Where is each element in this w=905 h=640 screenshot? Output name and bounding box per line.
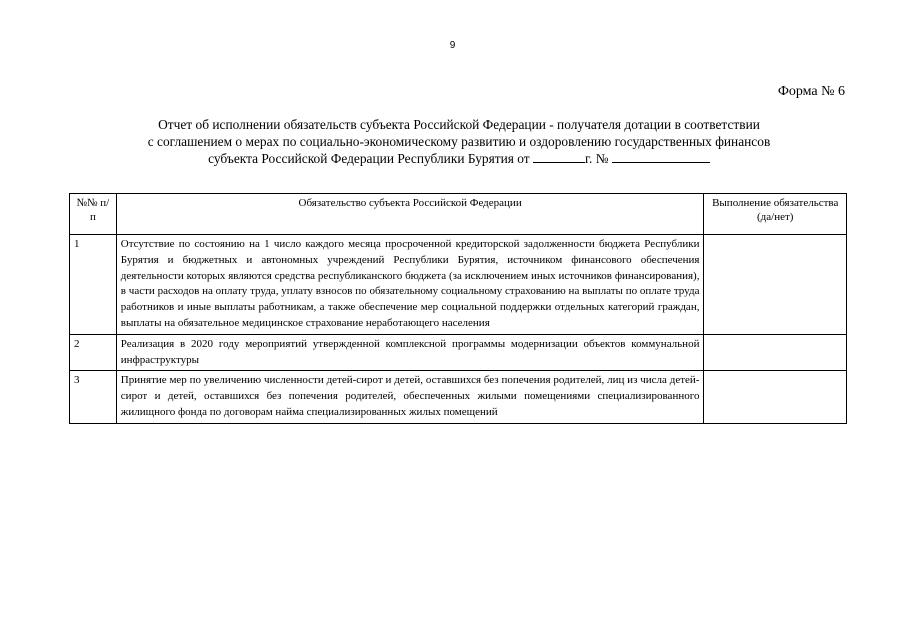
row-number: 3: [70, 371, 117, 423]
row-execution-cell[interactable]: [704, 334, 847, 371]
title-line-2: с соглашением о мерах по социально-экономическому развитию и оздоровлению государственных финансов: [147, 134, 771, 149]
header-execution: Выполнение обязательства (да/нет): [704, 194, 847, 235]
table-row: [70, 235, 847, 335]
row-obligation: Принятие мер по увеличению численности детей-сирот и детей, оставшихся без попечения родителей, лиц из числа детей-сирот и детей, оставшихся без попечения родителей, обеспеченных жилыми помещениями специализированного жилищного фонда по договорам найма специализированных жилых помещений: [116, 371, 704, 423]
header-obligation: Обязательство субъекта Российской Федерации: [116, 194, 704, 235]
row-obligation: Отсутствие по состоянию на 1 число каждого месяца просроченной кредиторской задолженности бюджета Республики Бурятия и бюджетных и автономных учреждений Республики Бурятия, источником финансового обеспечения деятельности которых являются средства республиканского бюджета (за исключением иных источников финансирования), в части расходов на оплату труда, уплату взносов по обязательному социальному страхованию на выплаты по оплате труда работников и иные выплаты работникам, а также обеспечение мер социальной поддержки отдельных категорий граждан, выплаты на обязательное медицинское страхование неработающего населения: [116, 235, 704, 335]
row-number: 1: [70, 235, 117, 335]
row-execution-cell[interactable]: [704, 235, 847, 335]
title-line-3: [70, 150, 848, 167]
number-blank-field[interactable]: [612, 150, 710, 163]
table-row: [70, 334, 847, 371]
date-blank-field[interactable]: [533, 150, 585, 163]
title-line-3-suffix: г. №: [585, 151, 609, 166]
form-label: Форма № 6: [777, 84, 845, 99]
report-title: [70, 116, 848, 167]
table-row: [70, 371, 847, 423]
page-number: 9: [449, 40, 456, 51]
table-header-row: [70, 194, 847, 235]
title-line-3-prefix: субъекта Российской Федерации Республики Бурятия от: [208, 151, 530, 166]
row-obligation: Реализация в 2020 году мероприятий утвержденной комплексной программы модернизации объектов коммунальной инфраструктуры: [116, 334, 704, 371]
title-line-1: Отчет об исполнении обязательств субъекта Российской Федерации - получателя дотации в соответствии: [158, 117, 760, 132]
row-number: 2: [70, 334, 117, 371]
row-execution-cell[interactable]: [704, 371, 847, 423]
header-number: №№ п/п: [70, 194, 117, 235]
obligations-table: [69, 193, 847, 424]
